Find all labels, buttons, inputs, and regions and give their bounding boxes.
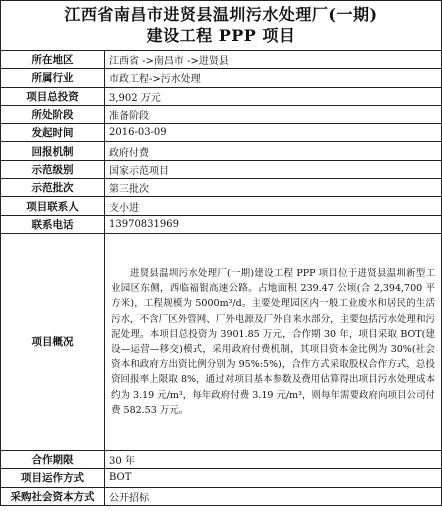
- project-info-table: [0, 50, 442, 506]
- row-label: 采购社会资本方式: [1, 487, 105, 505]
- row-value: 准备阶段: [105, 105, 442, 123]
- row-label: 回报机制: [1, 142, 105, 160]
- row-contact-person: [1, 197, 442, 215]
- row-label: 示范批次: [1, 179, 105, 197]
- title-line-2: 建设工程 PPP 项目: [146, 26, 296, 45]
- row-demo-batch: [1, 179, 442, 197]
- row-total-investment: [1, 87, 442, 105]
- row-value: 2016-03-09: [105, 124, 442, 142]
- row-region: [1, 51, 442, 69]
- row-value: 支小进: [105, 197, 442, 215]
- row-demo-level: [1, 160, 442, 178]
- row-label: 发起时间: [1, 124, 105, 142]
- row-return-mechanism: [1, 142, 442, 160]
- row-label: 所处阶段: [1, 105, 105, 123]
- row-value: 国家示范项目: [105, 160, 442, 178]
- row-label: 联系电话: [1, 215, 105, 233]
- document-title: [0, 0, 442, 50]
- overview-label: 项目概况: [1, 233, 105, 450]
- row-label: 项目联系人: [1, 197, 105, 215]
- row-overview: [1, 233, 442, 450]
- row-label: 项目总投资: [1, 87, 105, 105]
- row-industry: [1, 69, 442, 87]
- row-operation-mode: [1, 469, 442, 487]
- row-value: 公开招标: [105, 487, 442, 505]
- overview-text: 进贤县温圳污水处理厂(一期)建设工程 PPP 项目位于进贤县温圳新型工业园区东侧，西临福银高速公路。占地面积 239.47 公顷(合 2,394,700 平方米)，工程规模为 5000m³/d。主要处理园区内一般工业废水和居民的生活污水，不含厂区外管网、厂外电源及厂外自来水部分，主要包括污水处理和污泥处理。本项目总投资为 3901.85 万元，合作期 30 年，项目采取 BOT(建设—运营—移交)模式，采用政府付费机制，其项目资本金比例为 30%(社会资本和政府方出资比例分别为 95%:5%)，合作方式采取股权合作方式，总投资回报率上限取 8%，通过对项目基本参数及费用估算得出项目污水处理成本约为 3.19 元/m³，每年政府付费 3.19 元/m³，则每年需要政府向项目公司付费 582.53 万元。: [111, 267, 435, 416]
- row-value: 3,902 万元: [105, 87, 442, 105]
- row-label: 所属行业: [1, 69, 105, 87]
- row-value: 市政工程->污水处理: [105, 69, 442, 87]
- row-contact-phone: [1, 215, 442, 233]
- row-label: 所在地区: [1, 51, 105, 69]
- overview-cell: [105, 233, 442, 450]
- row-label: 合作期限: [1, 450, 105, 468]
- row-stage: [1, 105, 442, 123]
- row-start-date: [1, 124, 442, 142]
- row-value: 13970831969: [105, 215, 442, 233]
- row-value: BOT: [105, 469, 442, 487]
- title-line-1: 江西省南昌市进贤县温圳污水处理厂(一期): [64, 5, 378, 24]
- row-label: 示范级别: [1, 160, 105, 178]
- row-value: 政府付费: [105, 142, 442, 160]
- row-label: 项目运作方式: [1, 469, 105, 487]
- row-value: 30 年: [105, 450, 442, 468]
- row-value: 江西省 ->南昌市 ->进贤县: [105, 51, 442, 69]
- row-procurement-method: [1, 487, 442, 505]
- row-cooperation-term: [1, 450, 442, 468]
- row-value: 第三批次: [105, 179, 442, 197]
